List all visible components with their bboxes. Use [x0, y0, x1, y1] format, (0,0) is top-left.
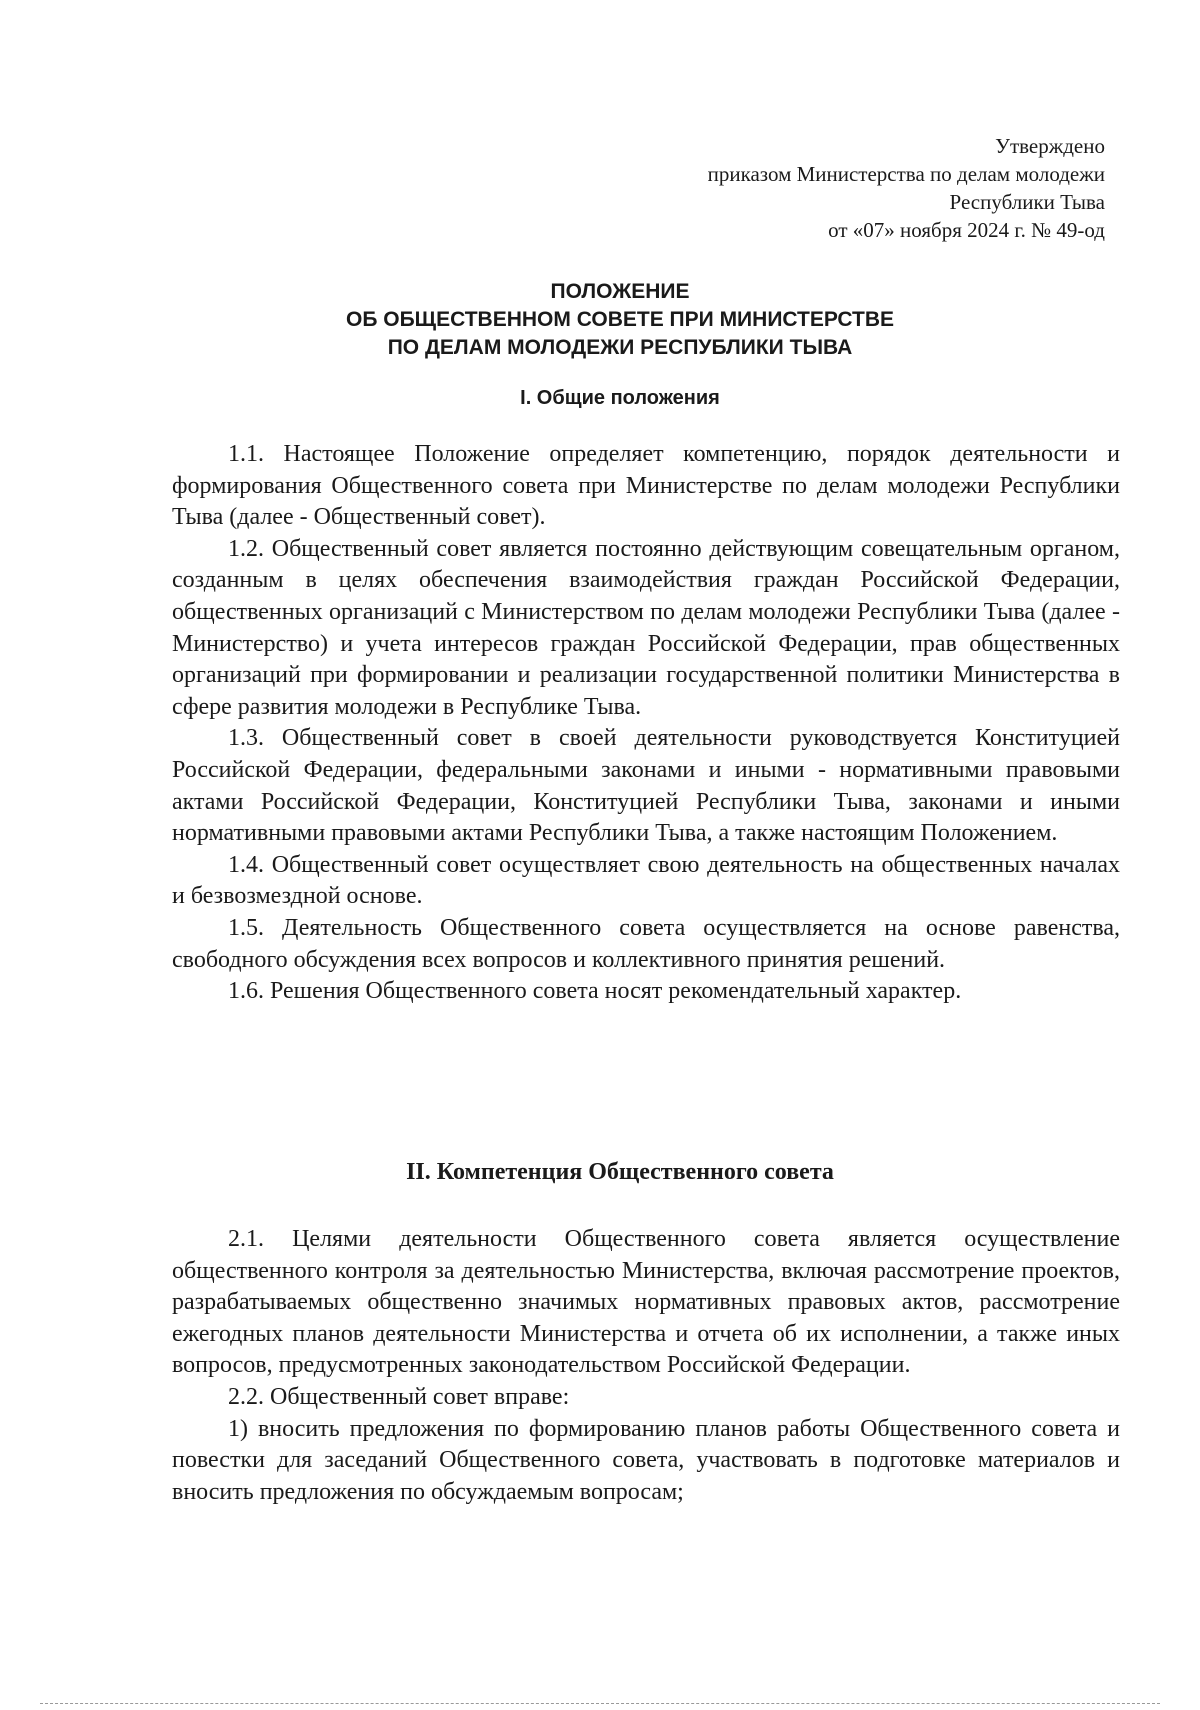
section-2-heading: II. Компетенция Общественного совета: [406, 1159, 834, 1185]
title-line: ПО ДЕЛАМ МОЛОДЕЖИ РЕСПУБЛИКИ ТЫВА: [387, 336, 853, 359]
section-1-body: [172, 439, 1120, 1008]
approval-line: от «07» ноября 2024 г. № 49-од: [828, 218, 1105, 242]
title-line: ОБ ОБЩЕСТВЕННОМ СОВЕТЕ ПРИ МИНИСТЕРСТВЕ: [345, 308, 895, 331]
scan-edge-divider: [40, 1703, 1160, 1704]
section-2-body: [172, 1224, 1120, 1508]
approval-line: приказом Министерства по делам молодежи: [707, 162, 1105, 186]
approval-line: Республики Тыва: [949, 190, 1105, 214]
document-title: [170, 278, 1070, 362]
paragraph: 1.5. Деятельность Общественного совета осуществляется на основе равенства, свободного обсуждения всех вопросов и коллективного принятия решений.: [172, 914, 1120, 973]
title-line: ПОЛОЖЕНИЕ: [550, 280, 690, 303]
paragraph: 1.2. Общественный совет является постоянно действующим совещательным органом, созданным в целях обеспечения взаимодействия граждан Российской Федерации, общественных организаций с Министерством по делам молодежи Республики Тыва (далее - Министерство) и учета интересов граждан Российской Федерации, прав общественных организаций при формировании и реализации государственной политики Министерства в сфере развития молодежи в Республике Тыва.: [172, 535, 1120, 720]
paragraph: 1.4. Общественный совет осуществляет свою деятельность на общественных началах и безвозмездной основе.: [172, 851, 1120, 910]
paragraph: 1.3. Общественный совет в своей деятельности руководствуется Конституцией Российской Федерации, федеральными законами и иными - нормативными правовыми актами Российской Федерации, Конституцией Республики Тыва, законами и иными нормативными правовыми актами Республики Тыва, а также настоящим Положением.: [172, 725, 1120, 847]
paragraph: 1.1. Настоящее Положение определяет компетенцию, порядок деятельности и формирования Общественного совета при Министерстве по делам молодежи Республики Тыва (далее - Общественный совет).: [172, 441, 1120, 531]
approval-line: Утверждено: [995, 134, 1105, 158]
paragraph: 1.6. Решения Общественного совета носят рекомендательный характер.: [228, 978, 962, 1005]
paragraph: 2.1. Целями деятельности Общественного совета является осуществление общественного контроля за деятельностью Министерства, включая рассмотрение проектов, разрабатываемых общественно значимых нормативных правовых актов, рассмотрение ежегодных планов деятельности Министерства и отчета об их исполнении, а также иных вопросов, предусмотренных законодательством Российской Федерации.: [172, 1226, 1120, 1379]
paragraph: 2.2. Общественный совет вправе:: [228, 1383, 570, 1410]
section-1-heading: I. Общие положения: [520, 387, 720, 409]
approval-block: [708, 132, 1105, 244]
paragraph: 1) вносить предложения по формированию планов работы Общественного совета и повестки для заседаний Общественного совета, участвовать в подготовке материалов и вносить предложения по обсуждаемым вопросам;: [172, 1415, 1120, 1505]
